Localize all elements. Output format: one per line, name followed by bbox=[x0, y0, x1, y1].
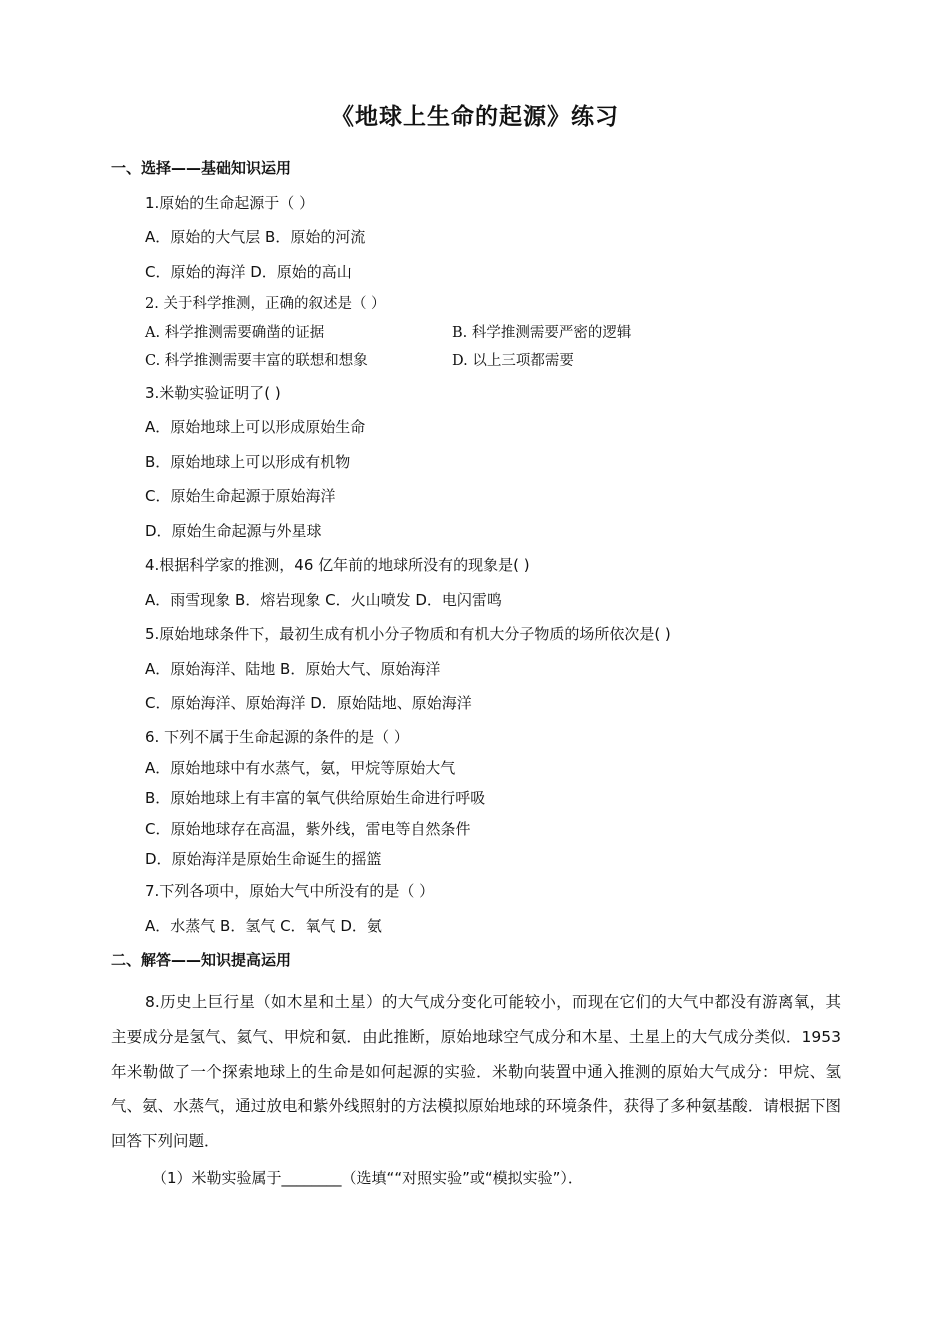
question-5-options-row2: C．原始海洋、原始海洋 D．原始陆地、原始海洋 bbox=[145, 694, 472, 712]
question-2-option-d: D. 以上三项都需要 bbox=[452, 353, 574, 369]
question-2-stem: 2. 关于科学推测，正确的叙述是（ ） bbox=[145, 296, 386, 312]
question-6-option-b: B．原始地球上有丰富的氧气供给原始生命进行呼吸 bbox=[145, 789, 486, 807]
question-2-option-b: B. 科学推测需要严密的逻辑 bbox=[452, 325, 632, 341]
question-1-stem: 1.原始的生命起源于（ ） bbox=[145, 194, 315, 212]
question-4-stem: 4.根据科学家的推测，46 亿年前的地球所没有的现象是( ) bbox=[145, 556, 530, 574]
question-1-options-row1: A．原始的大气层 B．原始的河流 bbox=[145, 228, 366, 246]
question-8-subquestion-1: （1）米勒实验属于________（选填““对照实验”或“模拟实验”）． bbox=[152, 1169, 583, 1187]
question-5-stem: 5.原始地球条件下，最初生成有机小分子物质和有机大分子物质的场所依次是( ) bbox=[145, 625, 671, 643]
question-7-options: A．水蒸气 B．氢气 C．氧气 D．氨 bbox=[145, 917, 382, 935]
page-title: 《地球上生命的起源》练习 bbox=[331, 104, 619, 130]
question-6-option-c: C．原始地球存在高温，紫外线，雷电等自然条件 bbox=[145, 820, 471, 838]
question-3-stem: 3.米勒实验证明了( ) bbox=[145, 384, 281, 402]
question-7-stem: 7.下列各项中，原始大气中所没有的是（ ） bbox=[145, 882, 435, 900]
question-1-options-row2: C．原始的海洋 D．原始的高山 bbox=[145, 263, 352, 281]
question-3-option-a: A．原始地球上可以形成原始生命 bbox=[145, 418, 366, 436]
section-heading-choice: 一、选择——基础知识运用 bbox=[111, 159, 292, 177]
question-6-stem: 6. 下列不属于生命起源的条件的是（ ） bbox=[145, 728, 409, 746]
question-3-option-d: D．原始生命起源与外星球 bbox=[145, 522, 322, 540]
question-2-option-a: A. 科学推测需要确凿的证据 bbox=[145, 325, 325, 341]
section-heading-answer: 二、解答——知识提高运用 bbox=[111, 951, 292, 969]
question-4-options: A．雨雪现象 B．熔岩现象 C．火山喷发 D．电闪雷鸣 bbox=[145, 591, 502, 609]
question-6-option-d: D．原始海洋是原始生命诞生的摇篮 bbox=[145, 850, 382, 868]
question-5-options-row1: A．原始海洋、陆地 B．原始大气、原始海洋 bbox=[145, 660, 441, 678]
question-2-option-c: C. 科学推测需要丰富的联想和想象 bbox=[145, 353, 368, 369]
question-3-option-c: C．原始生命起源于原始海洋 bbox=[145, 487, 336, 505]
question-8-paragraph: 8.历史上巨行星（如木星和土星）的大气成分变化可能较小，而现在它们的大气中都没有游离氧，其主要成分是氢气、氦气、甲烷和氨．由此推断，原始地球空气成分和木星、土星上的大气成分类似．1953 年米勒做了一个探索地球上的生命是如何起源的实验．米勒向装置中通入推测的原始大气成分：甲烷、氢气、氨、水蒸气，通过放电和紫外线照射的方法模拟原始地球的环境条件，获得了多种氨基酸．请根据下图回答下列问题． bbox=[111, 993, 841, 1151]
question-6-option-a: A．原始地球中有水蒸气，氨，甲烷等原始大气 bbox=[145, 759, 456, 777]
question-3-option-b: B．原始地球上可以形成有机物 bbox=[145, 453, 351, 471]
